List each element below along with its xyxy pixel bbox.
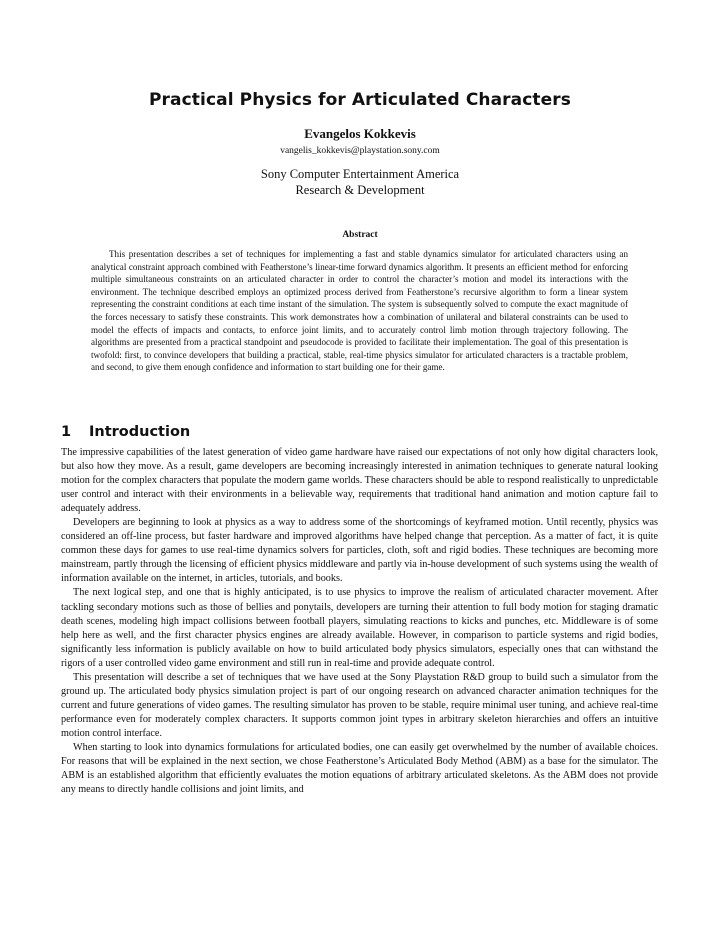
author-email: vangelis_kokkevis@playstation.sony.com xyxy=(280,146,440,156)
body-paragraph: The next logical step, and one that is highly anticipated, is to use physics to improve the realism of articulated character movement. After tackling secondary motions such as those of bellies and ponytails, developers are turning their attention to full body motion for staging dramatic death scenes, modeling high impact collisions between football players, simulating reactions to kicks and punches, etc. Middleware is of some help here as well, and the first character physics engines are already available. However, in comparison to particle systems and rigid bodies, significantly less information is publicly available on how to build articulated body physics simulators, especially ones that can withstand the rigors of a user controlled video game environment and still run in real-time and provide adequate control. xyxy=(61,587,658,669)
section-title: Introduction xyxy=(89,424,191,440)
body-paragraph: When starting to look into dynamics formulations for articulated bodies, one can easily get overwhelmed by the number of available choices. For reasons that will be explained in the next section, we chose Featherstone’s Articulated Body Method (ABM) as a base for the simulator. The ABM is an established algorithm that efficiently evaluates the motion equations of arbitrary articulated skeletons. As the ABM does not provide any means to directly handle collisions and joint limits, and xyxy=(61,741,658,796)
paper-title: Practical Physics for Articulated Characters xyxy=(149,90,571,110)
body-paragraph: This presentation will describe a set of techniques that we have used at the Sony Playstation R&D group to build such a simulator from the ground up. The articulated body physics simulation project is part of our ongoing research on advanced character animation techniques for the current and future generations of video games. The resulting simulator has proven to be stable, require minimal user tuning, and achieve real-time performance even for moderately complex characters. It supports common joint types in arbitrary skeleton hierarchies and offers an intuitive motion control interface. xyxy=(61,671,658,739)
section-heading xyxy=(61,424,190,440)
author-name: Evangelos Kokkevis xyxy=(304,126,416,141)
section-body xyxy=(61,446,658,797)
affiliation xyxy=(0,166,720,198)
abstract-heading: Abstract xyxy=(342,230,378,240)
section-number: 1 xyxy=(61,424,72,440)
affiliation-line-2: Research & Development xyxy=(295,183,425,197)
body-paragraph: The impressive capabilities of the latest generation of video game hardware have raised our expectations of not only how digital characters look, but also how they move. As a result, game developers are becoming increasingly interested in animation techniques to generate natural looking motion for the complex characters that populate the modern game worlds. These characters should be able to respond realistically to unpredictable user control and interact with their environments in a believable way, requirements that traditional hand animation and motion capture fail to adequately address. xyxy=(61,447,658,515)
abstract-text: This presentation describes a set of techniques for implementing a fast and stable dynamics simulator for articulated characters using an analytical constraint approach combined with Featherstone’s linear-time forward dynamics algorithm. It presents an efficient method for enforcing multiple simultaneous constraints on an articulated character in order to control the character’s motion and model its interactions with the environment. The technique described employs an optimized process derived from Featherstone’s recursive algorithm to form a linear system representing the constraint conditions at each time instant of the simulation. The system is subsequently solved to compute the exact magnitude of the forces necessary to satisfy these constraints. This work demonstrates how a combination of unilateral and bilateral constraints can be used to model the effects of impacts and contacts, to enforce joint limits, and to accurately control limb motion through trajectory following. The algorithms are presented from a practical standpoint and pseudocode is provided to facilitate their implementation. The goal of this presentation is twofold: first, to convince developers that building a practical, stable, real-time physics simulator for articulated characters is a tractable problem, and second, to give them enough confidence and information to start building one for their game. xyxy=(91,249,628,373)
affiliation-line-1: Sony Computer Entertainment America xyxy=(260,167,460,181)
body-paragraph: Developers are beginning to look at physics as a way to address some of the shortcomings of keyframed motion. Until recently, physics was considered an off-line process, but faster hardware and improved algorithms have helped change that perception. As a matter of fact, it is quite common these days for games to use real-time dynamics solvers for particles, cloth, soft and rigid bodies. These techniques are becoming more mainstream, partly through the licensing of efficient physics middleware and partly via in-house development of such systems using the wealth of information available on the internet, in articles, tutorials, and books. xyxy=(61,517,658,585)
